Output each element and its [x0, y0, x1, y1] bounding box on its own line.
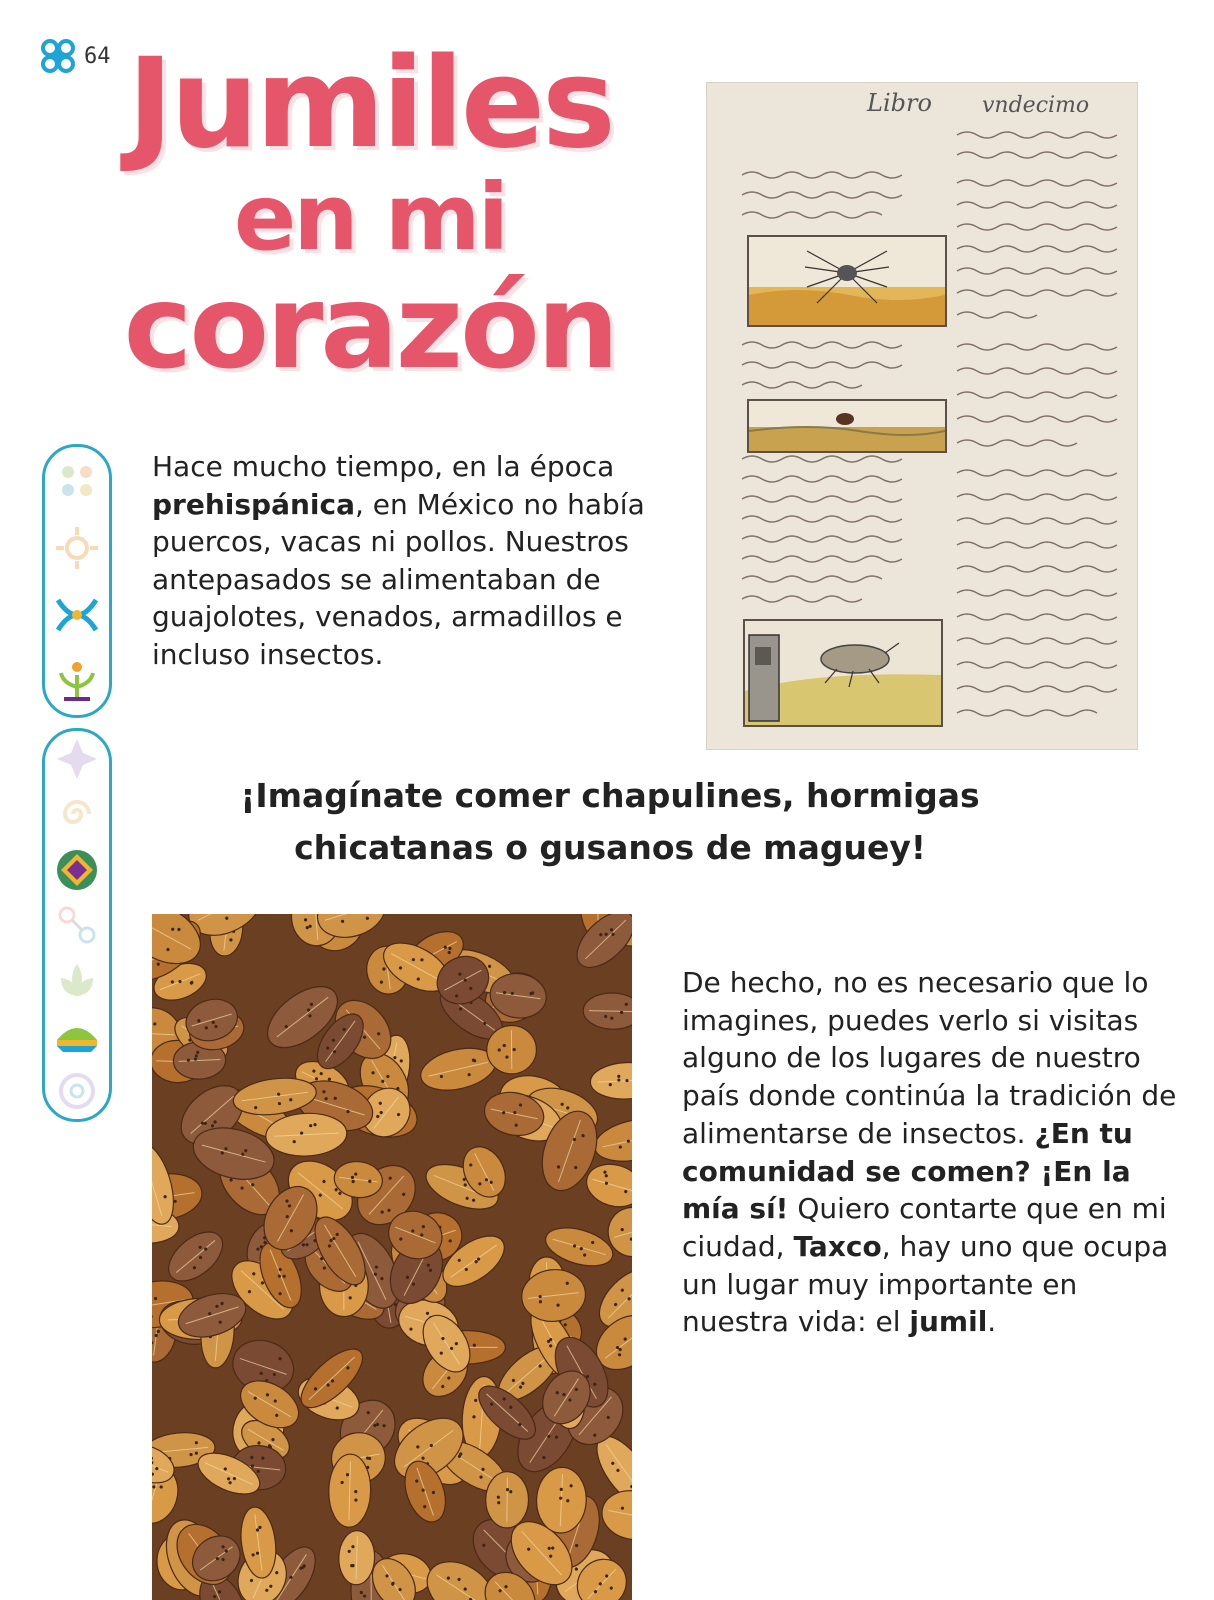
- flower-icon[interactable]: [54, 458, 100, 504]
- codex-insect-illustration: [743, 619, 943, 727]
- sidebar-nav-top: [42, 444, 112, 718]
- title-line-2: en mi: [233, 164, 507, 271]
- people-icon[interactable]: [54, 592, 100, 638]
- sun-icon[interactable]: [54, 525, 100, 571]
- body-paragraph: [682, 964, 1182, 1341]
- body-text-2: Quiero contarte que en mi ciudad,: [682, 1192, 1167, 1263]
- intro-bold-prehispanica: prehispánica: [152, 487, 355, 521]
- callout-line-1: ¡Imagínate comer chapulines, hormigas: [240, 776, 980, 815]
- body-text-3: , hay uno que ocupa un lugar muy importante en nuestra vida: el: [682, 1229, 1169, 1339]
- star-icon[interactable]: [55, 737, 99, 781]
- jumiles-photo: [152, 914, 632, 1600]
- page-number: 64: [84, 43, 111, 69]
- codex-manuscript-image: [706, 82, 1138, 750]
- page-title: [100, 32, 640, 395]
- chain-icon[interactable]: [55, 903, 99, 947]
- intro-text-1: Hace mucho tiempo, en la época: [152, 450, 615, 483]
- codex-header-left: Libro: [867, 89, 932, 117]
- body-bold-question: ¿En tu comunidad se comen? ¡En la mía sí!: [682, 1116, 1133, 1226]
- title-line-1: Jumiles: [127, 32, 613, 176]
- body-bold-taxco: Taxco: [793, 1229, 882, 1263]
- flower-icon: [40, 38, 76, 74]
- intro-paragraph: [152, 448, 672, 673]
- body-text-1: De hecho, no es necesario que lo imagines, puedes verlo si visitas alguno de los lugares de nuestro país donde continúa la tradición de alimentarse de insectos.: [682, 966, 1177, 1150]
- codex-spider-illustration: [747, 235, 947, 327]
- circle-icon[interactable]: [55, 1069, 99, 1113]
- intro-text-2: , en México no había puercos, vacas ni pollos. Nuestros antepasados se alimentaban de guajolotes, venados, armadillos e incluso insectos.: [152, 487, 645, 671]
- lotus-icon[interactable]: [55, 958, 99, 1002]
- codex-header-right: vndecimo: [982, 93, 1090, 118]
- jumiles-photo-art: [152, 914, 632, 1600]
- spiral-icon[interactable]: [55, 792, 99, 836]
- diamond-icon[interactable]: [55, 848, 99, 892]
- title-line-3: corazón: [123, 260, 617, 395]
- body-bold-jumil: jumil: [909, 1305, 988, 1339]
- sidebar-nav-bottom: [42, 728, 112, 1122]
- callout-heading: [160, 770, 1060, 874]
- sprout-icon[interactable]: [54, 659, 100, 705]
- body-text-4: .: [987, 1305, 997, 1339]
- landscape-icon[interactable]: [55, 1014, 99, 1058]
- callout-line-2: chicatanas o gusanos de maguey!: [294, 828, 926, 867]
- codex-beetle-illustration: [747, 399, 947, 453]
